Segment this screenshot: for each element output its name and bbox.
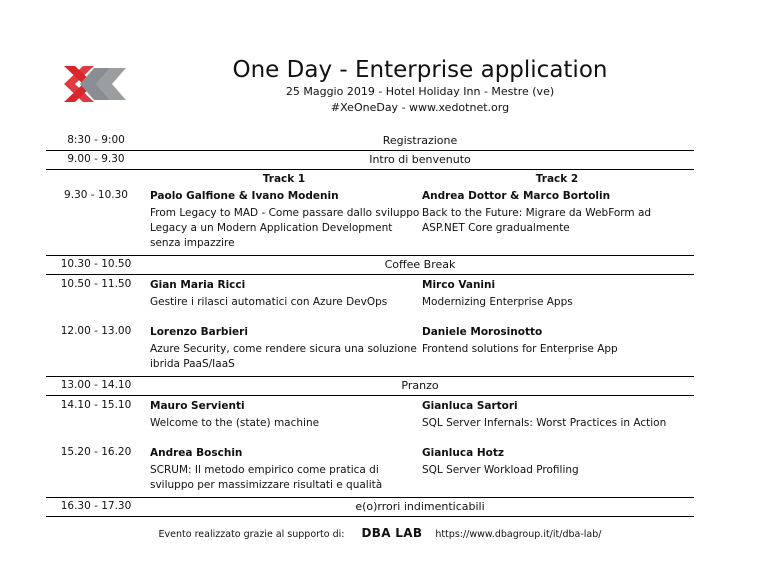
track-1-header: Track 1 — [262, 173, 306, 185]
header — [160, 56, 680, 116]
footer — [0, 526, 760, 540]
sponsor-link[interactable]: https://www.dbagroup.it/it/dba-lab/ — [435, 529, 602, 540]
talk-title: SQL Server Workload Profiling — [422, 464, 579, 476]
speaker-name: Andrea Dottor & Marco Bortolin — [422, 190, 611, 202]
xe-logo-icon — [60, 64, 132, 104]
footer-text: Evento realizzato grazie al supporto di: — [158, 529, 345, 540]
talk-title: Modernizing Enterprise Apps — [422, 296, 573, 308]
slot-label: e(o)rrori indimenticabili — [355, 500, 485, 513]
slot-label: Coffee Break — [384, 258, 456, 271]
track-2-session — [420, 189, 694, 251]
slot-label: Registrazione — [382, 134, 458, 147]
session-row — [46, 443, 694, 498]
talk-title: Gestire i rilasci automatici con Azure DevOps — [150, 296, 388, 308]
page-title: One Day - Enterprise application — [232, 57, 608, 83]
time-slot: 13.00 - 14.10 — [60, 379, 132, 391]
talk-title: Azure Security, come rendere sicura una soluzione ibrida PaaS/IaaS — [150, 343, 417, 370]
time-slot: 8:30 - 9:00 — [67, 134, 125, 146]
time-slot: 14.10 - 15.10 — [60, 399, 132, 411]
track-1-session — [146, 446, 420, 493]
slot-label: Intro di benvenuto — [369, 153, 471, 166]
speaker-name: Gianluca Hotz — [422, 447, 504, 459]
time-slot: 16.30 - 17.30 — [60, 500, 132, 512]
track-1-session — [146, 189, 420, 251]
talk-title: Frontend solutions for Enterprise App — [422, 343, 618, 355]
speaker-name: Paolo Galfione & Ivano Modenin — [150, 190, 339, 202]
time-slot: 9.00 - 9.30 — [67, 153, 125, 165]
time-slot: 12.00 - 13.00 — [60, 325, 132, 337]
agenda-row-pranzo — [46, 377, 694, 396]
agenda-row-coffee-break — [46, 256, 694, 275]
track-2-session — [420, 446, 694, 493]
agenda-row-intro — [46, 151, 694, 170]
event-hashtag: #XeOneDay - www.xedotnet.org — [330, 101, 510, 114]
sponsor-name: DBA LAB — [361, 526, 423, 540]
agenda-row-errori — [46, 498, 694, 517]
speaker-name: Gianluca Sartori — [422, 400, 518, 412]
session-row — [46, 275, 694, 314]
track-1-session — [146, 325, 420, 372]
time-slot: 15.20 - 16.20 — [60, 446, 132, 458]
talk-title: SCRUM: Il metodo empirico come pratica di sviluppo per massimizzare risultati e qualità — [150, 464, 383, 491]
talk-title: From Legacy to MAD - Come passare dallo sviluppo Legacy a un Modern Application Development senza impazzire — [150, 207, 420, 249]
session-row — [46, 396, 694, 435]
track-2-header: Track 2 — [535, 173, 579, 185]
tracks-header — [46, 170, 694, 186]
speaker-name: Gian Maria Ricci — [150, 279, 246, 291]
talk-title: Back to the Future: Migrare da WebForm ad ASP.NET Core gradualmente — [422, 207, 652, 234]
speaker-name: Andrea Boschin — [150, 447, 243, 459]
speaker-name: Mirco Vanini — [422, 279, 496, 291]
session-row — [46, 186, 694, 256]
event-date-location: 25 Maggio 2019 - Hotel Holiday Inn - Mestre (ve) — [285, 85, 555, 98]
talk-title: Welcome to the (state) machine — [150, 417, 320, 429]
spacer — [46, 435, 694, 443]
track-2-session — [420, 325, 694, 372]
track-1-session — [146, 278, 420, 310]
agenda-table — [46, 132, 694, 517]
speaker-name: Mauro Servienti — [150, 400, 245, 412]
speaker-name: Lorenzo Barbieri — [150, 326, 248, 338]
spacer — [46, 314, 694, 322]
track-1-session — [146, 399, 420, 431]
agenda-row-registrazione — [46, 132, 694, 151]
time-slot: 9.30 - 10.30 — [64, 189, 128, 201]
session-row — [46, 322, 694, 377]
time-slot: 10.30 - 10.50 — [60, 258, 132, 270]
track-2-session — [420, 278, 694, 310]
slot-label: Pranzo — [401, 379, 439, 392]
talk-title: SQL Server Infernals: Worst Practices in Action — [422, 417, 667, 429]
time-slot: 10.50 - 11.50 — [60, 278, 132, 290]
speaker-name: Daniele Morosinotto — [422, 326, 543, 338]
track-2-session — [420, 399, 694, 431]
